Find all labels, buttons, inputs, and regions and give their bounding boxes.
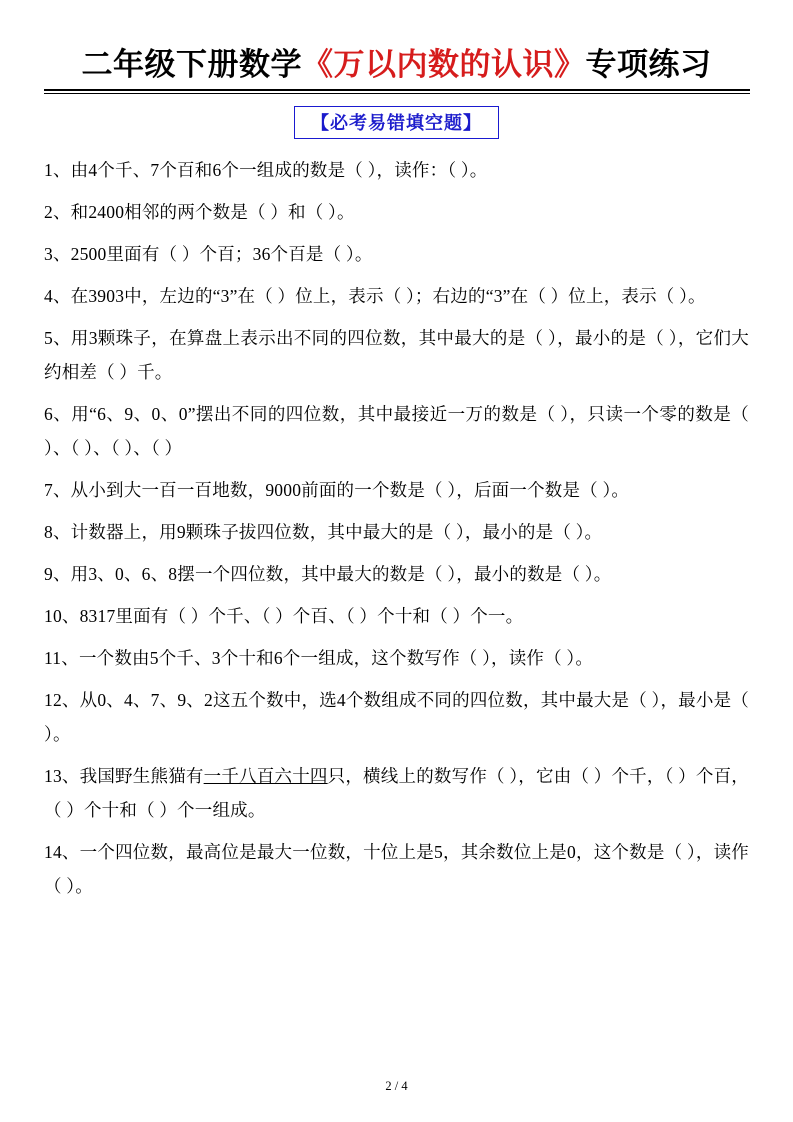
question-item: 7、从小到大一百一百地数，9000前面的一个数是（ ），后面一个数是（ ）。: [44, 480, 630, 501]
title-divider-thick: [44, 89, 750, 91]
question-item: 2、和2400相邻的两个数是（ ）和（ ）。: [44, 202, 355, 223]
question-item: 11、一个数由5个千、3个十和6个一组成，这个数写作（ ），读作（ ）。: [44, 648, 594, 669]
question-item: 1、由4个千、7个百和6个一组成的数是（ ），读作：（ ）。: [44, 160, 488, 181]
page-title-part-1: 二年级下册数学: [81, 47, 302, 82]
question-item-underlined: 13、我国野生熊猫有一千八百六十四只，横线上的数写作（ ），它由（ ）个千，（ ）个百，（ ）个十和（ ）个一组成。: [44, 766, 749, 821]
section-heading-row: [44, 106, 749, 139]
question-item: 9、用3、0、6、8摆一个四位数，其中最大的数是（ ），最小的数是（ ）。: [44, 564, 612, 585]
question-item: 4、在3903中，左边的“3”在（ ）位上，表示（ ）；右边的“3”在（ ）位上，表示（ ）。: [44, 286, 706, 307]
question-item: 12、从0、4、7、9、2这五个数中，选4个数组成不同的四位数，其中最大是（ ），最小是（ ）。: [44, 690, 749, 745]
page-title-part-2: 专项练习: [585, 47, 712, 82]
question-item: 6、用“6、9、0、0”摆出不同的四位数，其中最接近一万的数是（ ），只读一个零的数是（ ）、（ ）、（ ）、（ ）: [44, 404, 749, 459]
question-item: 5、用3颗珠子，在算盘上表示出不同的四位数，其中最大的是（ ），最小的是（ ），它们大约相差（ ）千。: [44, 328, 749, 383]
question-item: 3、2500里面有（ ）个百；36个百是（ ）。: [44, 244, 373, 265]
question-item: 10、8317里面有（ ）个千、（ ）个百、（ ）个十和（ ）个一。: [44, 606, 524, 627]
page-title-block: [44, 46, 749, 94]
page-title-part-red: 《万以内数的认识》: [302, 47, 586, 82]
questions-list: [44, 153, 749, 903]
page-title: [82, 46, 712, 83]
title-divider-thin: [44, 93, 750, 94]
underlined-number-phrase: 一千八百六十四: [203, 766, 328, 787]
question-item: 14、一个四位数，最高位是最大一位数，十位上是5，其余数位上是0，这个数是（ ），读作（ ）。: [44, 842, 749, 897]
section-heading: 【必考易错填空题】: [294, 106, 499, 139]
page-number: 2 / 4: [385, 1079, 408, 1093]
question-item: 8、计数器上，用9颗珠子拔四位数，其中最大的是（ ），最小的是（ ）。: [44, 522, 603, 543]
